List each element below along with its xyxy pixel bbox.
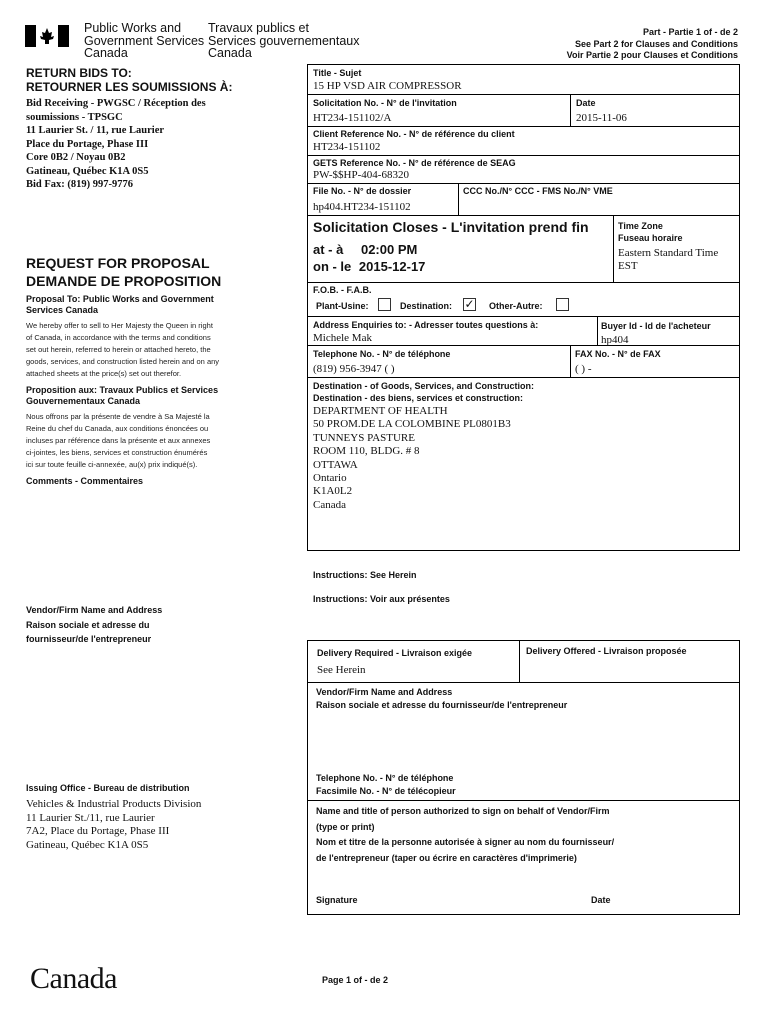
offer-line: attached sheets at the price(s) set out therefor. (26, 369, 182, 378)
issuing-office-address (26, 798, 201, 852)
address-line: 11 Laurier St. / 11, rue Laurier (26, 125, 165, 136)
auth-line: Nom et titre de la personne autorisée à signer au nom du fournisseur/ (316, 837, 615, 847)
tz-label-line: Fuseau horaire (618, 233, 683, 243)
instructions-en: Instructions: See Herein (313, 570, 417, 580)
dest-heading-line: Destination - of Goods, Services, and Construction: (313, 381, 535, 391)
phone-value: (819) 956-3947 ( ) (313, 363, 395, 375)
vendor-left-line: Raison sociale et adresse du (26, 619, 150, 630)
offer-line: Nous offrons par la présente de vendre à Sa Majesté la (26, 412, 210, 421)
issuing-line: 7A2, Place du Portage, Phase III (26, 825, 170, 837)
other-label: Other-Autre: (489, 301, 543, 311)
date-value: 2015-11-06 (576, 112, 627, 124)
time-zone-label (618, 220, 683, 244)
part-line: Part - Partie 1 of - de 2 (642, 27, 738, 37)
dest-line: Ontario (313, 472, 347, 485)
vendor-left-line: Vendor/Firm Name and Address (26, 605, 163, 615)
vendor-contact-labels (316, 772, 456, 798)
return-bids-address (26, 97, 206, 192)
proposition-aux (26, 385, 218, 407)
enquiries-value: Michele Mak (313, 332, 372, 344)
canada-wordmark: Canada (30, 962, 117, 995)
plant-checkbox[interactable] (378, 298, 391, 311)
client-ref-label: Client Reference No. - N° de référence du client (313, 129, 515, 139)
delivery-offered-field[interactable] (520, 657, 739, 681)
proposal-to-line: Proposal To: Public Works and Government (26, 294, 214, 304)
return-bids-fr: RETOURNER LES SOUMISSIONS À: (26, 80, 233, 94)
ccc-no-label: CCC No./N° CCC - FMS No./N° VME (463, 186, 613, 196)
tz-value-line: Eastern Standard Time (618, 247, 719, 259)
instructions-fr: Instructions: Voir aux présentes (313, 594, 450, 604)
offer-line: We hereby offer to sell to Her Majesty the Queen in right (26, 321, 213, 330)
tz-value-line: EST (618, 260, 638, 272)
file-no-label: File No. - N° de dossier (313, 186, 412, 196)
address-line: Bid Receiving - PWGSC / Réception des (26, 98, 206, 109)
address-line: Place du Portage, Phase III (26, 138, 149, 150)
dept-fr-line: Services gouvernementaux (208, 33, 360, 48)
vendor-label-line: Raison sociale et adresse du fournisseur/de l'entrepreneur (316, 700, 568, 710)
offer-line: ci-jointes, les biens, services et construction énumérés (26, 448, 208, 457)
closes-at-label: at - à (313, 242, 344, 257)
offer-text-fr (26, 411, 210, 471)
proposal-to-line: Services Canada (26, 305, 99, 315)
issuing-office-label: Issuing Office - Bureau de distribution (26, 783, 190, 793)
dest-heading-line: Destination - des biens, services et construction: (313, 393, 524, 403)
signature-label: Signature (316, 895, 358, 905)
time-zone-value (618, 247, 718, 273)
destination-label: Destination: (400, 301, 453, 311)
file-no-value: hp404.HT234-151102 (313, 201, 411, 213)
dest-line: DEPARTMENT OF HEALTH (313, 405, 448, 417)
dest-line: TUNNEYS PASTURE (313, 431, 415, 444)
auth-line: de l'entrepreneur (taper ou écrire en caractères d'imprimerie) (316, 852, 577, 863)
dest-line: 50 PROM.DE LA COLOMBINE PL0801B3 (313, 418, 511, 431)
dept-en-line: Government Services (84, 33, 205, 48)
address-line: soumissions - TPSGC (26, 111, 123, 123)
dept-fr-line: Travaux publics et (208, 21, 309, 35)
proposition-line: Gouvernementaux Canada (26, 396, 141, 406)
fob-label: F.O.B. - F.A.B. (313, 285, 372, 295)
destination-address (313, 405, 511, 512)
buyer-id-value: hp404 (601, 334, 629, 346)
enquiries-label: Address Enquiries to: - Adresser toutes questions à: (313, 320, 539, 330)
government-logo (25, 25, 69, 52)
closes-time-row (313, 242, 417, 257)
client-ref-value: HT234-151102 (313, 141, 381, 153)
authorized-person-label (316, 804, 614, 866)
signature-date-label: Date (591, 895, 611, 905)
dest-line: ROOM 110, BLDG. # 8 (313, 445, 420, 458)
fax-label: FAX No. - N° de FAX (575, 349, 661, 359)
offer-line: Reine du chef du Canada, aux conditions énoncées ou (26, 424, 209, 433)
title-value: 15 HP VSD AIR COMPRESSOR (313, 80, 462, 92)
rfp-title (26, 254, 221, 290)
delivery-offered-label: Delivery Offered - Livraison proposée (526, 646, 687, 656)
offer-text-en (26, 320, 219, 380)
title-label: Title - Sujet (313, 68, 362, 78)
solicitation-label: Solicitation No. - N° de l'invitation (313, 98, 457, 108)
offer-line: incluses par référence dans la présente et aux annexes (26, 436, 211, 445)
rfp-title-fr: DEMANDE DE PROPOSITION (26, 273, 222, 289)
tz-label-line: Time Zone (618, 221, 663, 231)
authorized-person-field[interactable] (312, 866, 736, 888)
page-number: Page 1 of - de 2 (322, 975, 389, 985)
vendor-tel-label: Telephone No. - N° de téléphone (316, 773, 454, 783)
address-line: Core 0B2 / Noyau 0B2 (26, 152, 126, 163)
offer-line: goods, services, and construction listed herein and on any (26, 357, 220, 366)
vendor-left-label (26, 603, 162, 647)
return-bids-heading (26, 66, 232, 94)
delivery-required-value: See Herein (317, 664, 366, 676)
offer-line: of Canada, in accordance with the terms and conditions (26, 333, 211, 342)
dest-line: OTTAWA (313, 458, 358, 471)
issuing-line: Vehicles & Industrial Products Division (26, 798, 202, 810)
rfp-title-en: REQUEST FOR PROPOSAL (26, 255, 210, 271)
closes-time: 02:00 PM (360, 242, 418, 257)
vendor-firm-field[interactable] (312, 715, 736, 767)
destination-heading (313, 380, 534, 404)
closes-title: Solicitation Closes - L'invitation prend fin (313, 219, 589, 235)
part-line: Voir Partie 2 pour Clauses et Conditions (566, 50, 738, 60)
dept-name-fr (208, 22, 359, 60)
offer-line: ici sur toute feuille ci-annexée, au(x) prix indiqué(s). (26, 460, 198, 469)
auth-line: (type or print) (316, 821, 375, 832)
date-label: Date (576, 98, 596, 108)
address-line: Gatineau, Québec K1A 0S5 (26, 165, 149, 177)
gets-ref-label: GETS Reference No. - N° de référence de SEAG (313, 158, 516, 168)
solicitation-value: HT234-151102/A (313, 112, 392, 124)
delivery-required-label: Delivery Required - Livraison exigée (317, 648, 473, 658)
part-line: See Part 2 for Clauses and Conditions (574, 38, 738, 49)
vendor-firm-label (316, 686, 567, 712)
dest-line: Canada (313, 498, 346, 511)
auth-line: Name and title of person authorized to sign on behalf of Vendor/Firm (316, 806, 610, 816)
comments-label: Comments - Commentaires (26, 476, 144, 486)
return-bids-en: RETURN BIDS TO: (26, 66, 132, 80)
proposition-line: Proposition aux: Travaux Publics et Services (26, 385, 219, 395)
buyer-id-label: Buyer Id - Id de l'acheteur (601, 321, 711, 331)
offer-line: set out herein, referred to herein or attached hereto, the (26, 345, 211, 354)
canada-flag-icon (25, 25, 69, 47)
dept-name-en (84, 22, 204, 60)
destination-checkbox[interactable]: ✓ (464, 297, 475, 311)
issuing-line: 11 Laurier St./11, rue Laurier (26, 811, 155, 824)
vendor-label-line: Vendor/Firm Name and Address (316, 687, 453, 697)
other-checkbox[interactable] (556, 298, 569, 311)
dept-fr-line: Canada (208, 46, 252, 60)
address-line: Bid Fax: (819) 997-9776 (26, 179, 134, 190)
vendor-fax-label: Facsimile No. - N° de télécopieur (316, 786, 456, 796)
proposal-to (26, 294, 214, 316)
part-info (567, 27, 738, 62)
vendor-left-line: fournisseur/de l'entrepreneur (26, 634, 152, 644)
closes-on-label: on - le (313, 259, 352, 274)
issuing-line: Gatineau, Québec K1A 0S5 (26, 838, 149, 851)
closes-date-row (313, 259, 425, 274)
plant-label: Plant-Usine: (316, 301, 369, 311)
closes-date: 2015-12-17 (358, 259, 426, 274)
dest-line: K1A0L2 (313, 485, 353, 498)
fax-value: ( ) - (575, 363, 592, 375)
dept-en-line: Canada (84, 46, 128, 60)
dept-en-line: Public Works and (84, 21, 182, 35)
phone-label: Telephone No. - N° de téléphone (313, 349, 451, 359)
gets-ref-value: PW-$$HP-404-68320 (313, 169, 409, 181)
